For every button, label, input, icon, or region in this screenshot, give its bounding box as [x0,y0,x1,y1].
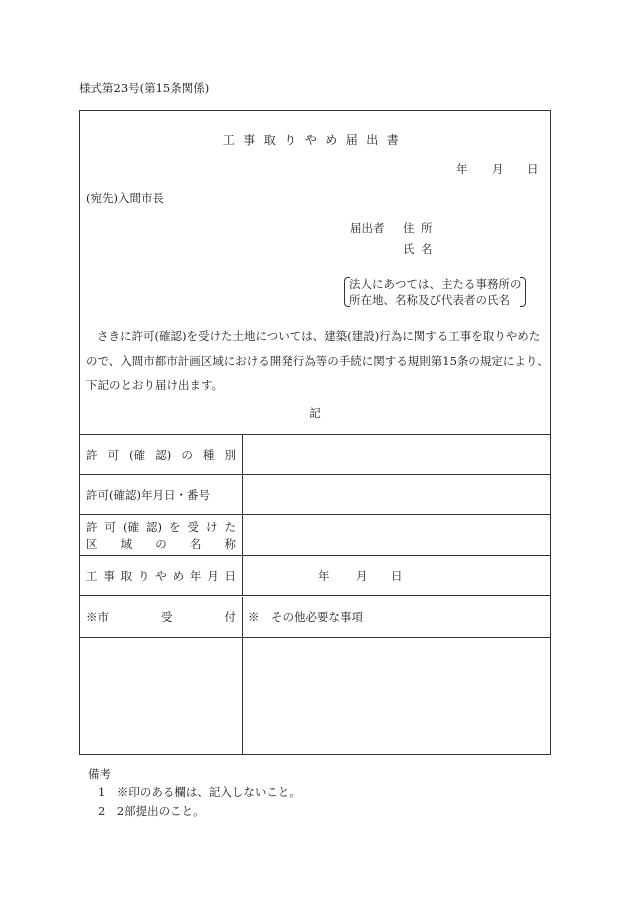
cancel-date-month: 月 [356,569,368,583]
address-label-char-1: 住 [403,221,415,235]
corporate-note-line-1: 法人にあつては、主たる事務所の [349,277,522,291]
cancel-date-year: 年 [318,569,330,583]
form-number: 様式第23号(第15条関係) [79,81,210,95]
addressee: (宛先)入間市長 [86,191,164,205]
body-text-line-2: ので、入間市都市計画区域における開発行為等の手続に関する規則第15条の規定により、 [86,354,549,368]
cancellation-date-label: 工 事 取 り や め 年 月 日 [80,556,243,595]
table-row-permit-type [80,435,550,475]
table-row-area-name [80,515,550,556]
corporate-note [344,277,526,309]
other-matters-field[interactable] [243,638,550,754]
name-label-char-1: 氏 [403,242,415,256]
permit-date-number-label: 許可(確認)年月日・番号 [80,475,243,514]
remarks-item-1: 1 ※印のある欄は、記入しないこと。 [98,785,301,799]
corporate-note-line-2: 所在地、名称及び代表者の氏名 [349,293,510,307]
date-day-label: 日 [527,162,539,176]
cancel-date-day: 日 [391,569,403,583]
table-row-permit-date-number [80,475,550,515]
remarks-heading: 備考 [88,767,111,781]
permit-type-label: 許 可 (確 認) の 種 別 [80,435,243,474]
remarks-item-2: 2 2部提出のこと。 [98,804,205,818]
city-receipt-box [80,638,243,754]
body-text-line-3: 下記のとおり届け出ます。 [86,378,224,392]
form-title: 工事取りやめ届出書 [222,133,408,147]
date-month-label: 月 [492,162,504,176]
cancellation-date-field[interactable] [243,556,550,595]
body-text-line-1: さきに許可(確認)を受けた土地については、建築(建設)行為に関する工事を取りやめた [97,329,541,343]
table-row-city-receipt [80,597,550,638]
city-receipt-label: ※市 受 付 [80,597,243,637]
area-name-field[interactable] [243,515,550,555]
form-frame [79,110,551,755]
address-label-char-2: 所 [421,221,433,235]
date-year-label: 年 [456,162,468,176]
table-row-cancellation-date [80,556,550,596]
permit-type-field[interactable] [243,435,550,474]
ki-label: 記 [309,406,321,420]
area-name-label: 許 可 (確 認) を 受 け た 区 域 の 名 称 [80,515,243,555]
name-label-char-2: 名 [421,242,433,256]
other-matters-label: ※ その他必要な事項 [248,610,363,624]
permit-date-number-field[interactable] [243,475,550,514]
applicant-label: 届出者 [350,221,385,235]
bottom-section [80,638,550,754]
form-header-section [80,111,550,435]
